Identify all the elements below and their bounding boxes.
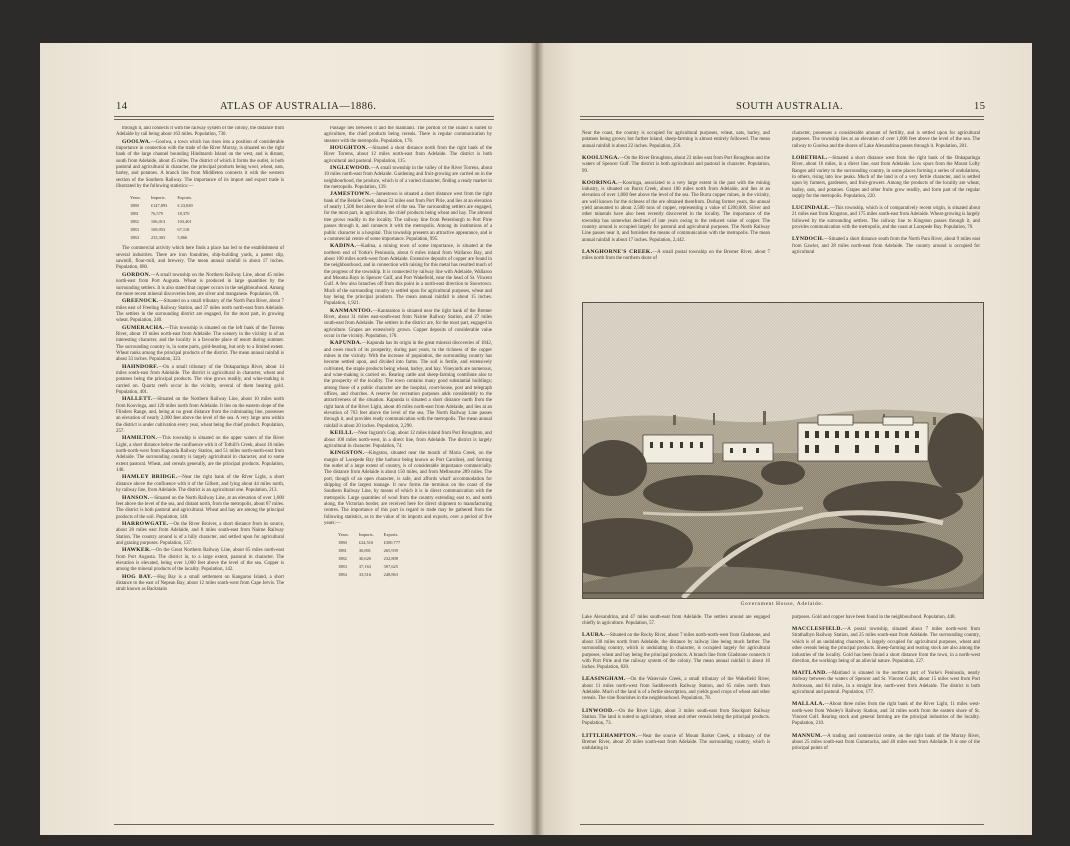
entry-heading: MAITLAND. <box>792 670 828 677</box>
entry-lucindale <box>792 205 980 231</box>
entry-text: character, possesses a considerable amount of fertility, and is settled upon for agricultural purposes. The township lies at an elevation of over 1,000 feet above the level of the sea. The railway to Goolwa and the shores of Lake Alexandrina passes through it. Population, 201. <box>792 130 980 149</box>
entry-text: —This township, which is of comparatively recent origin, is situated about 21 miles east from Kingston, and 175 miles south-east from Adelaide. Wheat-growing is largely followed by the surrounding settlers. The railway line to Kingston passes through it, and provides communication with the metropolis, and the coast at Lacepede Bay. Population, 70. <box>792 206 980 231</box>
entry-text: —Kanmantoo is situated near the right bank of the Bremer River, about 31 miles east-south-east from Nairne Railway Station, and 27 miles south-east from Adelaide. The settlers in the district are, for the most part, engaged in agriculture. Grapes are extensively grown. Copper deposits of considerable value occur in the vicinity. Population, 170. <box>324 308 492 339</box>
entry-lobethal <box>792 155 980 200</box>
entry-text: —A small township on the Northern Railway Line, about 45 miles north-east from Port Augusta. Wheat is produced in large quantities by the surrounding settlers. It is also stated that copper occurs in the neighbourhood. Among the more recent mineral discoveries here, are silver and manganese. Population, 60. <box>116 272 284 297</box>
entry-text: —Situated on the Rocky River, about 7 miles north-north-west from Gladstone, and about 130 miles north from Adelaide, the distance by railway line being much farther. The surrounding country, which is undulating in character, is occupied largely for agricultural purposes, wheat and hay being the principal products. A branch line from Gladstone connects it with Port Pirie and the railway system of the colony. The mean annual rainfall is about 16 inches. Population, 820. <box>582 633 770 671</box>
entry-heading: HOUGHTON. <box>330 145 368 152</box>
engraving-illustration <box>583 303 983 598</box>
table-row <box>130 203 201 209</box>
statistics-table <box>336 530 410 580</box>
header-rule <box>114 116 494 117</box>
table-cell: 1881 <box>130 211 139 217</box>
right-column-2-top <box>792 126 980 298</box>
entry-mannum <box>792 733 980 753</box>
entry-text: The commercial activity which here finds a place has led to the establishment of several industries. There are iron foundries, ship-building yards, a patent slip, sawmill, flour-mill, and brewery. The mean annual rainfall is about 17 inches. Population, 680. <box>116 246 284 271</box>
table-row <box>338 564 408 570</box>
entry-heading: LITTLEHAMPTON. <box>582 732 638 739</box>
entry-heading: KINGSTON. <box>330 450 365 457</box>
entry-harrowgate <box>116 521 284 547</box>
header-rule-double <box>114 119 494 120</box>
entry-text: —Situated a short distance north from the right bank of the River Torrens, about 12 miles north-east from Adelaide. The district is both agricultural and pastoral. Population, 115. <box>324 146 492 164</box>
entry-heading: KEILLI. <box>330 430 354 437</box>
table-header-cell: Years. <box>338 532 349 538</box>
entry-leasingham <box>582 676 770 702</box>
entry-text: —About three miles from the right bank of the River Light, 11 miles west-north-west from Wasley's Railway Station, and 34 miles north from the eastern shore of St. Vincent Gulf. Rearing stock and general farming are the principal industries of the locality. Population, 210. <box>792 702 980 727</box>
entry-text: —Kingston, situated near the mouth of Maria Creek, on the margin of Lacepede Bay (the harbour being known as Port Caroline), and forming the outlet of a large extent of country, is of considerable importance commercially. The distance from Adelaide is about 150 miles, and from Melbourne 289 miles. The port, though of an open character, is safe, and affords wharf accommodation for shipping of the largest tonnage. It now forms the terminus on the coast of the Southern Railway Line, by means of which it is in direct communication with the metropolis. Large quantities of wool from the country extending east to, and north along, the Victorian border, are received here for direct shipment to manufacturing centres. The importance of this port in regard to trade may be gathered from the following statistics, as to the value of its imports and exports, over a period of five years:— <box>324 451 492 526</box>
table-cell: 265,939 <box>383 548 398 554</box>
entry-continuation <box>792 615 980 621</box>
entry-gumeracha <box>116 325 284 364</box>
entry-linwood <box>582 708 770 728</box>
table-cell: 106,013 <box>150 219 166 225</box>
entry-text: —A trading and commercial centre, on the right bank of the Murray River, about 25 miles south-east from Gumeracha, and 40 miles east from Adelaide. It is one of the principal points of <box>792 733 980 752</box>
table-header-row <box>130 195 201 201</box>
table-cell: £300,777 <box>383 540 401 546</box>
entry-text: —Near Ingram's Gap, about 12 miles inland from Port Broughton, and about 100 miles north-west, in a direct line, from Adelaide. The district is largely agricultural in character. Population, 74. <box>324 431 492 449</box>
table-cell: 233,303 <box>150 235 166 241</box>
entry-text: —Kadina, a mining town of some importance, is situated at the northern end of Yorke's Peninsula, about 6 miles inland from Wallaroo Bay, and about 100 miles north-west from Adelaide. Extensive deposits of copper are found in the neighbourhood, and in connection with raising for this metal has resulted much of the progress of the township. It is connected by railway line with Adelaide, Wallaroo and Moonta Bays in Spencer Gulf, and Port Wakefield, near the head of St. Vincent Gulf. A few also branches off from this point in a north-east direction to Snowtown. Much of the surrounding country is settled upon for agricultural purposes, wheat and hay being the principal products. The mean annual rainfall is about 15 inches. Population, 1,921. <box>324 244 492 307</box>
table-cell: 18,370 <box>177 211 190 217</box>
entry-hallett <box>116 396 284 435</box>
entry-heading: LOBETHAL. <box>792 154 828 161</box>
table-cell: 103,401 <box>177 219 192 225</box>
left-page-number: 14 <box>116 101 128 112</box>
table-header-cell: Years. <box>130 195 141 201</box>
entry-text: —This township is situated on the upper waters of the River Light, a short distance below the confluence with it of Tothill's Creek, about 16 miles north-north-west from Kapunda Railway Station, and 51 miles north-north-east from Adelaide. The surrounding country is largely agricultural in character, and to some extent pastoral. Wheat, and cereals generally, are the principal products. Population, 146. <box>116 436 284 474</box>
table-cell: 37,163 <box>358 564 371 570</box>
entry-kadina <box>324 243 492 307</box>
table-cell: 67,118 <box>177 227 190 233</box>
entry-heading: LINWOOD. <box>582 707 615 714</box>
entry-text: —On the River Broiver, a short distance from its source, about 28 miles east from Adelaide, and 8 miles south-east from Nairne Railway Station. The country around is of a hilly character, and settled upon for agricultural and grazing purposes. Population, 137. <box>116 521 284 546</box>
entry-heading: LANGHORNE'S CREEK. <box>582 249 653 256</box>
left-running-title: ATLAS OF AUSTRALIA—1886. <box>220 101 377 112</box>
entry-heading: JAMESTOWN. <box>330 191 371 198</box>
table-row <box>130 211 201 217</box>
right-column-1-top <box>582 126 770 298</box>
entry-text: purposes. Gold and copper have been found in the neighbourhood. Population, 448. <box>792 614 956 620</box>
entry-text: —Kapunda has its origin in the great mineral discoveries of 1842, and owes much of its prosperity, during past years, to the richness of the copper mines in the vicinity. With the increase of population, the surrounding country has become settled upon, and divided into farms. The soil is fertile, and extensively cultivated, the staple products being wheat, barley, and hay. Vineyards are numerous, and wine-making is carried on. Rearing cattle and sheep-farming contribute also to the prosperity of the locality. The town contains many good substantial buildings; among those of a public character are the hospital, court-house, post and telegraph offices, and churches. A reserve for recreation purposes adds considerably to the attractiveness of the situation. Kapunda is situated a short distance north from the right bank of the River Light, about 46 miles north-east from Adelaide, and lies at an elevation of 763 feet above the level of the sea. The North Railway Line passes through it, and provides ready communication with the metropolis. The mean annual rainfall is about 20 inches. Population, 2,290. <box>324 341 492 429</box>
book-gutter <box>530 43 544 835</box>
table-cell: 5,866 <box>177 235 188 241</box>
entry-keilli <box>324 430 492 450</box>
entry-text: —Near the right bank of the River Light, a short distance above the confluence with it of the Gilbert, and lying about 44 miles north, by railway line, from Adelaide. The district is an agricultural one. Population, 213. <box>116 475 284 494</box>
entry-heading: HAMLEY BRIDGE. <box>122 474 178 481</box>
entry-heading: KOORINGA. <box>582 179 618 186</box>
entry-text: —On the River Broughton, about 23 miles east from Port Broughton and the waters of Spencer Gulf. The district is both agricultural and pastoral in character. Population, 99. <box>582 155 770 174</box>
table-cell: 307,625 <box>383 564 398 570</box>
entry-text: —Situated a short distance south from the North Para River, about 9 miles east from Gawler, and 28 miles north-east from Adelaide. The country around is occupied for agricultural <box>792 237 980 256</box>
entry-laura <box>582 632 770 671</box>
right-column-1-bottom <box>582 610 770 816</box>
entry-continuation <box>582 131 770 150</box>
entry-heading: MANNUM. <box>792 732 823 739</box>
table-cell: 30,620 <box>358 556 371 562</box>
table-cell: £147,893 <box>150 203 168 209</box>
entry-text: —Maitland is situated in the northern part of Yorke's Peninsula, nearly midway between the waters of Spencer and St. Vincent Gulfs, about 15 miles west from Port Ardrossan, and 84 miles, in a straight line, north-west from Adelaide. The district is both agricultural and pastoral. Population, 177. <box>792 671 980 696</box>
entry-lyndoch <box>792 236 980 256</box>
table-row <box>338 548 408 554</box>
table-header-row <box>338 532 408 538</box>
table-cell: 1882 <box>338 556 347 562</box>
table-cell: 33,516 <box>358 572 371 578</box>
table-row <box>130 219 201 225</box>
entry-heading: MALLALA. <box>792 701 825 708</box>
entry-kooringa <box>582 180 770 244</box>
table-cell: £ 23,849 <box>177 203 193 209</box>
entry-continuation <box>116 246 284 271</box>
entry-littlehampton <box>582 733 770 753</box>
entry-hahndorf <box>116 364 284 397</box>
entry-hanson <box>116 495 284 521</box>
entry-heading: LUCINDALE. <box>792 205 830 212</box>
entry-heading: KADINA. <box>330 243 357 250</box>
table-row <box>338 556 408 562</box>
entry-continuation <box>324 126 492 145</box>
table-cell: 1882 <box>130 219 139 225</box>
entry-heading: LEASINGHAM. <box>582 676 626 683</box>
table-cell: 248,863 <box>383 572 398 578</box>
table-cell: 232,808 <box>383 556 398 562</box>
footer-rule <box>114 824 494 825</box>
entry-text: —Situated on a small tributary of the North Para River, about 7 miles east of Freeling Railway Station, and 37 miles north north-east from Adelaide. The settlers in the surrounding district are engaged, for the most part, in growing wheat. Population, 240. <box>116 299 284 324</box>
table-row <box>130 235 201 241</box>
table-cell: 1883 <box>130 227 139 233</box>
entry-heading: LYNDOCH. <box>792 236 824 243</box>
table-header-cell: Imports. <box>150 195 166 201</box>
table-row <box>338 540 408 546</box>
entry-text: —This township is situated on the left bank of the Torrens River, about 19 miles north-east from Adelaide. The scenery in the vicinity is of an interesting character, and the locality is a favourite place of resort during summer. The surrounding country is, in some parts, gold-bearing, but only to a limited extent. Wheat ranks among the principal products of the district. The mean annual rainfall is about 33 inches. Population, 323. <box>116 325 284 363</box>
entry-text: —Goolwa, a town which has risen into a position of considerable importance in connection with the trade of the River Murray, is situated on the right bank of the large channel bounding Hindmarsh Island on the west, and is distant, south from Adelaide, about 45 miles. The district of which it forms the outlet, is both pastoral and agricultural in character, the principal products being wool, wheat, oats, barley, and potatoes. A branch line from Middleton connects it with the western section of the Southern Railway. The importance of its import and export trade is illustrated by the following statistics:— <box>116 139 284 190</box>
table-cell: 76,579 <box>150 211 163 217</box>
table-cell: 1883 <box>338 564 347 570</box>
table-cell: 169,053 <box>150 227 166 233</box>
entry-hog-bay <box>116 574 284 594</box>
entry-text: —On the Watervale Creek, a small tributary of the Wakefield River, about 11 miles north-west from Saddleworth Railway Station, and 65 miles north from Adelaide. Much of the land is of a fertile description, and yields good crops of wheat and other cereals. The vine flourishes in the neighbourhood. Population, 78. <box>582 677 770 702</box>
entry-koolunga <box>582 155 770 175</box>
entry-heading: KAPUNDA. <box>330 340 362 347</box>
header-rule <box>580 116 984 117</box>
entry-macclesfield <box>792 626 980 665</box>
entry-heading: HAWKER. <box>122 547 151 554</box>
entry-heading: HARROWGATE. <box>122 520 169 527</box>
header-rule-double <box>580 119 984 120</box>
entry-maitland <box>792 670 980 696</box>
statistics-table <box>128 193 203 243</box>
entry-text: Passage lies between it and the mainland. The portion of the island is suited to agriculture, the chief products being cereals. There is regular communication by steamer with the metropolis. Population, 176. <box>324 126 492 144</box>
table-cell: 1880 <box>338 540 347 546</box>
entry-heading: MACCLESFIELD. <box>792 626 843 633</box>
entry-text: —Jamestown is situated a short distance west from the right bank of the Belalie Creek, about 52 miles east from Port Pirie, and lies at an elevation of nearly 1,500 feet above the level of the sea. The surrounding settlers are engaged, for the most part, in agriculture, the chief products being wheat and hay. The almond tree grows readily in the locality. The railway line from Petersburgh to Port Pirie passes through it, and connects it with the metropolis. Among its institutions of a public character is a hospital. This township presents an attractive appearance, and is a commercial centre of some importance. Population, 995. <box>324 192 492 242</box>
entry-hawker <box>116 547 284 573</box>
entry-kanmantoo <box>324 308 492 341</box>
right-page <box>536 43 1032 835</box>
table-row <box>338 572 408 578</box>
entry-continuation <box>116 126 284 139</box>
illustration-caption: Government House, Adelaide. <box>740 601 824 607</box>
entry-kingston <box>324 450 492 527</box>
entry-heading: LAURA. <box>582 632 606 639</box>
entry-hamilton <box>116 435 284 474</box>
entry-gordon <box>116 272 284 298</box>
entry-houghton <box>324 145 492 165</box>
table-header-cell: Exports. <box>177 195 193 201</box>
entry-heading: GOOLWA. <box>122 138 151 145</box>
footer-rule <box>580 824 984 825</box>
right-running-title: SOUTH AUSTRALIA. <box>736 101 844 112</box>
entry-text: through it, and connects it with the railway system of the colony, the distance from Adelaide by rail being about 163 miles. Population, 730. <box>116 126 284 138</box>
entry-goolwa <box>116 139 284 191</box>
entry-inglewood <box>324 165 492 191</box>
table-cell: 1881 <box>338 548 347 554</box>
entry-text: —Situated on the Northern Railway Line, about 10 miles north from Koovinga, and 120 miles north from Adelaide. It lies on the eastern slope of the Flinders Range, and, being at no great distance from the culminating line, possesses an elevation of nearly 2,000 feet above the level of the sea. A very large area within the district is under cultivation every year, wheat being the chief product. Population, 257. <box>116 397 284 435</box>
left-page <box>40 43 536 835</box>
entry-heading: KANMANTOO. <box>330 307 373 314</box>
entry-text: Near the coast, the country is occupied for agricultural purposes, wheat, oats, barley, and potatoes being grown; but farther inland, sheep-farming is almost entirely followed. The mean annual rainfall is about 22 inches. Population, 256. <box>582 130 770 149</box>
entry-text: —On a small tributary of the Onkaparinga River, about 14 miles south-east from Adelaide. The district is agricultural in character, wheat and potatoes being the principal products. The vine grows readily, and wine-making is carried on. Quartz reefs occur in the vicinity, several of them bearing gold. Population, 401. <box>116 364 284 395</box>
entry-text: —On the River Light, about 3 miles south-east from Stockport Railway Station. The land is suited to agriculture, wheat and other cereals being the principal products. Population, 73. <box>582 708 770 727</box>
engraving-government-house <box>582 302 984 599</box>
table-header-cell: Exports. <box>383 532 399 538</box>
entry-heading: HAMILTON. <box>122 435 158 442</box>
entry-heading: HOG BAY. <box>122 573 153 580</box>
entry-kapunda <box>324 340 492 430</box>
table-header-cell: Imports. <box>358 532 374 538</box>
entry-heading: GREENOCK. <box>122 298 159 305</box>
entry-continuation <box>792 131 980 150</box>
entry-text: —Situated on the North Railway Line, at an elevation of over 1,600 feet above the level of the sea, and distant north, from the metropolis, about 87 miles. The district is both pastoral and agricultural. Wheat and hay are among the principal products of the soil. Population, 148. <box>116 495 284 520</box>
entry-text: —Kooringa, associated to a very large extent in the past with the mining industry, is situated on Burra Creek, about 100 miles north from Adelaide, and lies at an elevation of over 1,800 feet above the level of the sea. The Burra copper mines, in the vicinity, are well known for the richness of the ore obtained therefrom. During former years, the annual yield amounted to about 2,500 tons of copper, representing a value of £200,000. Silver and other minerals have also been recently discovered in the locality. The importance of the township has somewhat declined of late years owing to the reduced value of copper. The country around is occupied largely for pastoral and agricultural purposes. The North Railway Line passes near it, and furnishes the means of communication with the metropolis. The mean annual rainfall is about 17 inches. Population, 2,442. <box>582 180 770 243</box>
book-spread <box>40 43 1032 835</box>
entry-jamestown <box>324 191 492 243</box>
entry-text: —Near the source of Mount Barker Creek, a tributary of the Bremer River, about 20 miles south-east from Adelaide. The surrounding country, which is undulating in <box>582 733 770 752</box>
entry-heading: HALLETT. <box>122 396 153 403</box>
table-row <box>130 227 201 233</box>
entry-text: —Hog Bay is a small settlement on Kangaroo Island, a short distance to the east of Nepean Bay, about 12 miles south-west from Cape Jervis. The strait known as Backstairs <box>116 574 284 593</box>
left-column-1 <box>116 126 284 816</box>
entry-heading: GUMERACHA. <box>122 324 165 331</box>
table-cell: 1880 <box>130 203 139 209</box>
entry-text: —A small postal township on the Bremer River, about 7 miles north from the northern shore of <box>582 250 770 262</box>
right-page-number: 15 <box>974 101 986 112</box>
left-column-2 <box>324 126 492 816</box>
table-cell: 1884 <box>338 572 347 578</box>
entry-heading: GORDON. <box>122 271 151 278</box>
entry-continuation <box>582 615 770 628</box>
table-cell: £24,516 <box>358 540 374 546</box>
table-cell: 1884 <box>130 235 139 241</box>
right-column-2-bottom <box>792 610 980 816</box>
entry-hamley-bridge <box>116 474 284 494</box>
entry-heading: INGLEWOOD. <box>330 165 371 172</box>
entry-text: —On the Great Northern Railway Line, about 65 miles north-east from Port Augusta. The district in, to a large extent, pastoral in character. The elevation is elevated, being over 1,000 feet above the level of the sea. Copper is among the mineral products of the locality. Population, 142. <box>116 548 284 573</box>
entry-text: —A small township in the valley of the River Torrens, about 10 miles north-east from Adelaide. Gardening and fruit-growing are carried on in the neighbourhood, the produce, which is of a varied character, finding a ready market in the metropolis. Population, 139. <box>324 166 492 191</box>
entry-heading: KOOLUNGA. <box>582 154 620 161</box>
entry-heading: HAHNDORF. <box>122 363 159 370</box>
entry-mallala <box>792 701 980 727</box>
entry-heading: HANSON. <box>122 494 150 501</box>
entry-text: —A postal township, situated about 7 miles north-west from Strathalbyn Railway Station, and 25 miles south-east from Adelaide. The surrounding country, which is of an undulating character, is largely occupied for agricultural purposes, wheat and other cereals being the principal products. Sheep-farming and rearing stock are also among the industries of the locality. Gold has been found a short distance from the town, in a north-west direction, the workings being of an alluvial nature. Population, 227. <box>792 627 980 664</box>
entry-text: Lake Alexandrina, and 47 miles south-east from Adelaide. The settlers around are engaged chiefly in agriculture. Population, 57. <box>582 614 770 627</box>
table-cell: 30,801 <box>358 548 371 554</box>
entry-greenock <box>116 298 284 324</box>
entry-text: —Situated a short distance west from the right bank of the Onkaparinga River, about 16 miles, in a direct line, east from Adelaide. Low spurs from the Mount Lofty Ranges add variety to the surrounding country, in some places forming a series of undulations, in others, rising into low peaks. Much of the land is of a very fertile character, and is settled upon by farmers, gardeners, and fruit-growers. Among the products of the locality are wheat, barley, oats, and potatoes. Grapes and other fruits grow readily, and form part of the regular supply for the metropolis. Population, 220. <box>792 155 980 199</box>
entry-langhorne-s-creek <box>582 249 770 263</box>
